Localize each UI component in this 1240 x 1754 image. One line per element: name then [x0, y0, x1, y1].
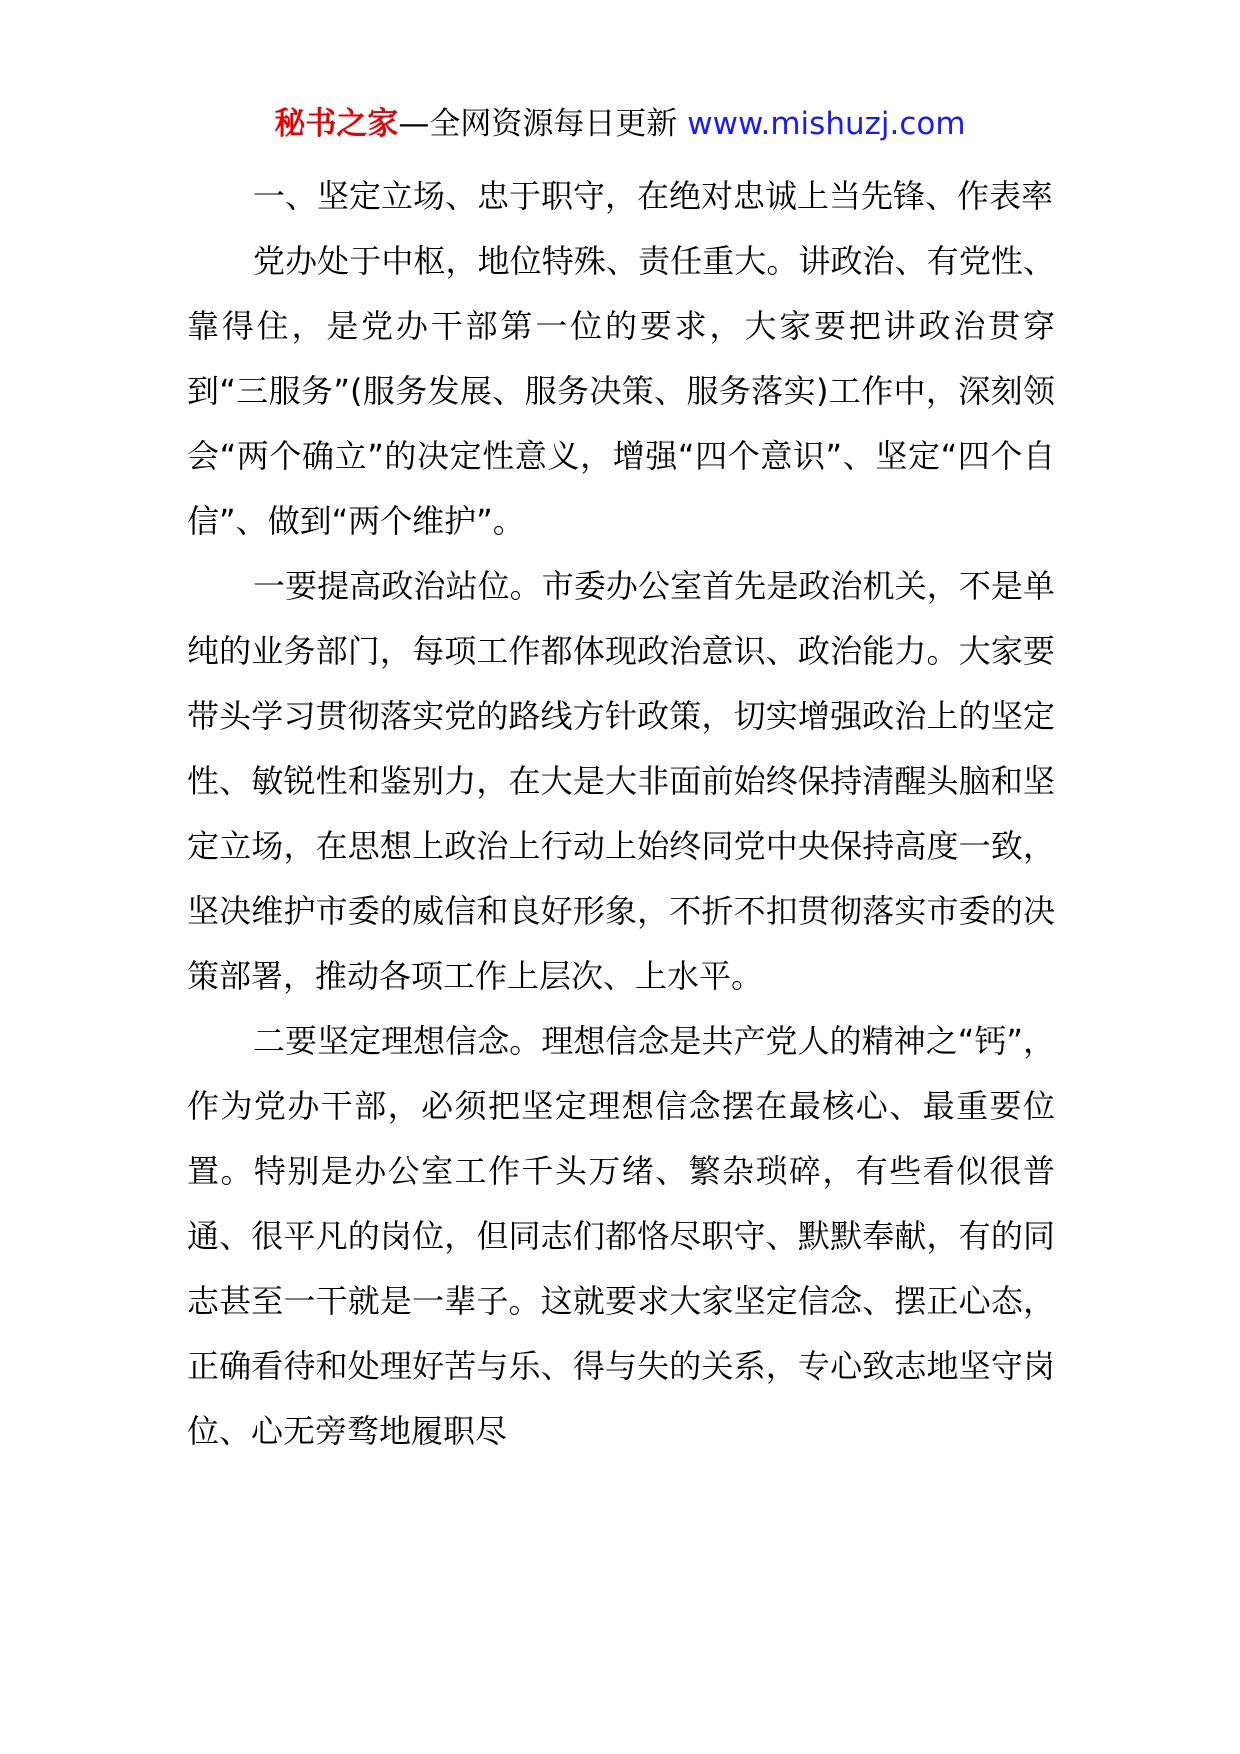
document-body [187, 164, 1055, 1464]
body-paragraph: 党办处于中枢，地位特殊、责任重大。讲政治、有党性、靠得住，是党办干部第一位的要求，大家要把讲政治贯穿到“三服务”(服务发展、服务决策、服务落实)工作中，深刻领会“两个确立”的决定性意义，增强“四个意识”、坚定“四个自信”、做到“两个维护”。 [187, 242, 1055, 540]
section-heading: 一、坚定立场、忠于职守，在绝对忠诚上当先锋、作表率 [253, 177, 1054, 215]
body-paragraph: 二要坚定理想信念。理想信念是共产党人的精神之“钙”，作为党办干部，必须把坚定理想信念摆在最核心、最重要位置。特别是办公室工作千头万绪、繁杂琐碎，有些看似很普通、很平凡的岗位，但同志们都恪尽职守、默默奉献，有的同志甚至一干就是一辈子。这就要求大家坚定信念、摆正心态，正确看待和处理好苦与乐、得与失的关系，专心致志地坚守岗位、心无旁骛地履职尽 [187, 1022, 1055, 1450]
site-header [0, 102, 1240, 146]
site-url-link[interactable]: www.mishuzj.com [687, 106, 966, 142]
site-brand: 秘书之家 [274, 106, 399, 142]
body-paragraph: 一要提高政治站位。市委办公室首先是政治机关，不是单纯的业务部门，每项工作都体现政治意识、政治能力。大家要带头学习贯彻落实党的路线方针政策，切实增强政治上的坚定性、敏锐性和鉴别力，在大是大非面前始终保持清醒头脑和坚定立场，在思想上政治上行动上始终同党中央保持高度一致，坚决维护市委的威信和良好形象，不折不扣贯彻落实市委的决策部署，推动各项工作上层次、上水平。 [187, 567, 1055, 995]
site-tagline: —全网资源每日更新 [398, 106, 688, 142]
